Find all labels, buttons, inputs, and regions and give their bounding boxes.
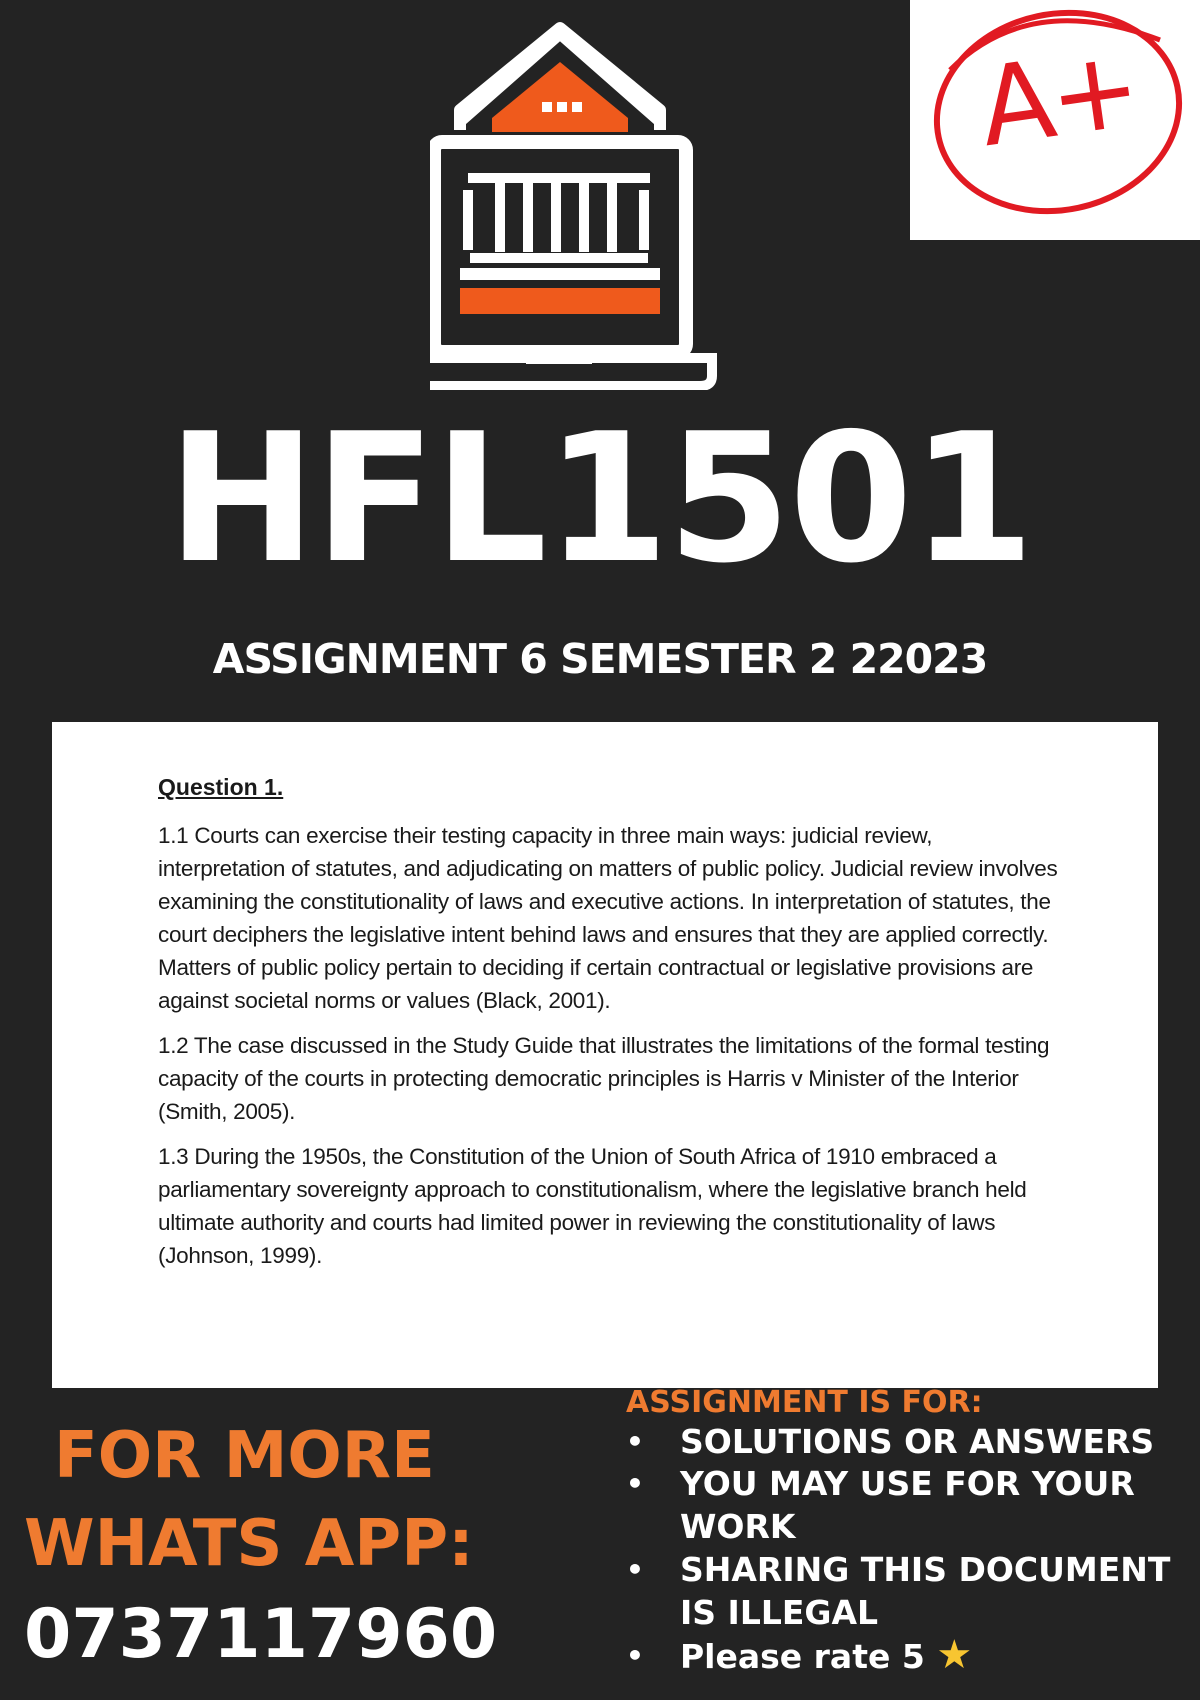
rate-text: Please rate 5 [680,1637,925,1676]
assignment-title: ASSIGNMENT 6 SEMESTER 2 22023 [212,635,988,683]
answer-paragraph: 1.2 The case discussed in the Study Guide that illustrates the limitations of the formal testing capacity of the courts in protecting democratic principles is Harris v Minister of the Interior (Smith, 2005). [158,1033,1050,1124]
phone-number[interactable]: 0737117960 [24,1595,498,1674]
notice-item-text: SHARING THIS DOCUMENT IS ILLEGAL [680,1550,1171,1632]
notice-header: ASSIGNMENT IS FOR: [626,1388,983,1414]
course-code: HFL1501 [167,395,1033,602]
bullet-icon: • [626,1467,644,1500]
star-icon: ★ [936,1632,973,1678]
grade-stamp [910,0,1200,240]
notice-item-text: YOU MAY USE FOR YOUR WORK [680,1464,1135,1546]
bullet-icon: • [626,1553,644,1586]
document-body [158,774,1058,1284]
document-preview [52,722,1158,1388]
contact-line-2: WHATS APP: [24,1507,474,1581]
answer-paragraph: 1.1 Courts can exercise their testing capacity in three main ways: judicial review, interpretation of statutes, and adjudicating on matters of public policy. Judicial review involves examining the constitutionality of laws and executive actions. In interpretation of statutes, the court deciphers the legislative intent behind laws and ensures that they are applied correctly. Matters of public policy pertain to deciding if certain contractual or legislative provisions are against societal norms or values (Black, 2001). [158,823,1058,1013]
courthouse-laptop-icon [430,10,790,390]
question-heading: Question 1. [158,774,284,800]
notice-item-rate [680,1634,1180,1678]
grade-label: A+ [972,25,1145,172]
bullet-icon: • [626,1639,644,1672]
answer-paragraph: 1.3 During the 1950s, the Constitution of the Union of South Africa of 1910 embraced a parliamentary sovereignty approach to constitutionalism, where the legislative branch held ultimate authority and courts had limited power in reviewing the constitutionality of laws (Johnson, 1999). [158,1144,1027,1268]
notice-item-text: SOLUTIONS OR ANSWERS [680,1422,1155,1461]
bullet-icon: • [626,1425,644,1458]
contact-line-1: FOR MORE [54,1419,435,1493]
